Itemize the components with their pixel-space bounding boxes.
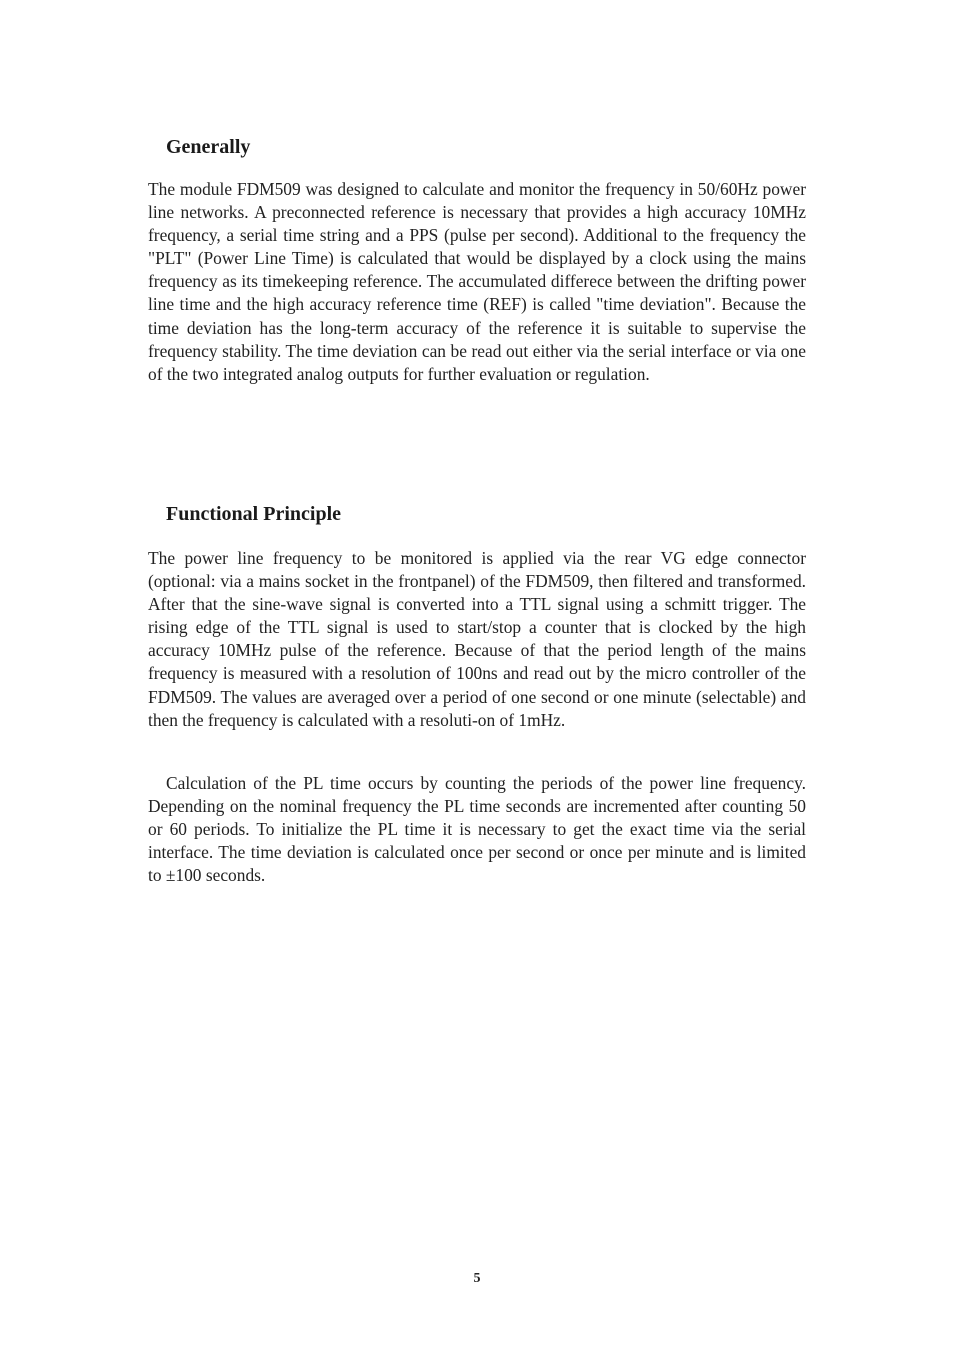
paragraph-functional-principle-2: Calculation of the PL time occurs by counting the periods of the power line frequency. Depending on the nominal frequency the PL time seconds are incremented after counting 50 or 60 periods. To initialize the PL time it is necessary to get the exact time via the serial interface. The time deviation is calculated once per second or once per minute and is limited to ±100 seconds. bbox=[148, 773, 806, 886]
section-title-generally: Generally bbox=[166, 136, 251, 158]
section-title-functional-principle: Functional Principle bbox=[166, 503, 341, 525]
page-number: 5 bbox=[473, 1271, 481, 1286]
paragraph-generally: The module FDM509 was designed to calculate and monitor the frequency in 50/60Hz power line networks. A preconnected reference is necessary that provides a high accuracy 10MHz frequency, a serial time string and a PPS (pulse per second). Additional to the frequency the "PLT" (Power Line Time) is calculated that would be displayed by a clock using the mains frequency as its timekeeping reference. The accumulated differece between the drifting power line time and the high accuracy reference time (REF) is called "time deviation". Because the time deviation has the long-term accuracy of the reference it is suitable to supervise the frequency stability. The time deviation can be read out either via the serial interface or via one of the two integrated analog outputs for further evaluation or regulation. bbox=[148, 179, 806, 384]
paragraph-functional-principle-1: The power line frequency to be monitored is applied via the rear VG edge connector (optional: via a mains socket in the frontpanel) of the FDM509, then filtered and transformed. After that the sine-wave signal is converted into a TTL signal using a schmitt trigger. The rising edge of the TTL signal is used to start/stop a counter that is clocked by the high accuracy 10MHz pulse of the reference. Because of that the period length of the mains frequency is measured with a resolution of 100ns and read out by the micro controller of the FDM509. The values are averaged over a period of one second or one minute (selectable) and then the frequency is calculated with a resoluti-on of 1mHz. bbox=[148, 548, 806, 730]
